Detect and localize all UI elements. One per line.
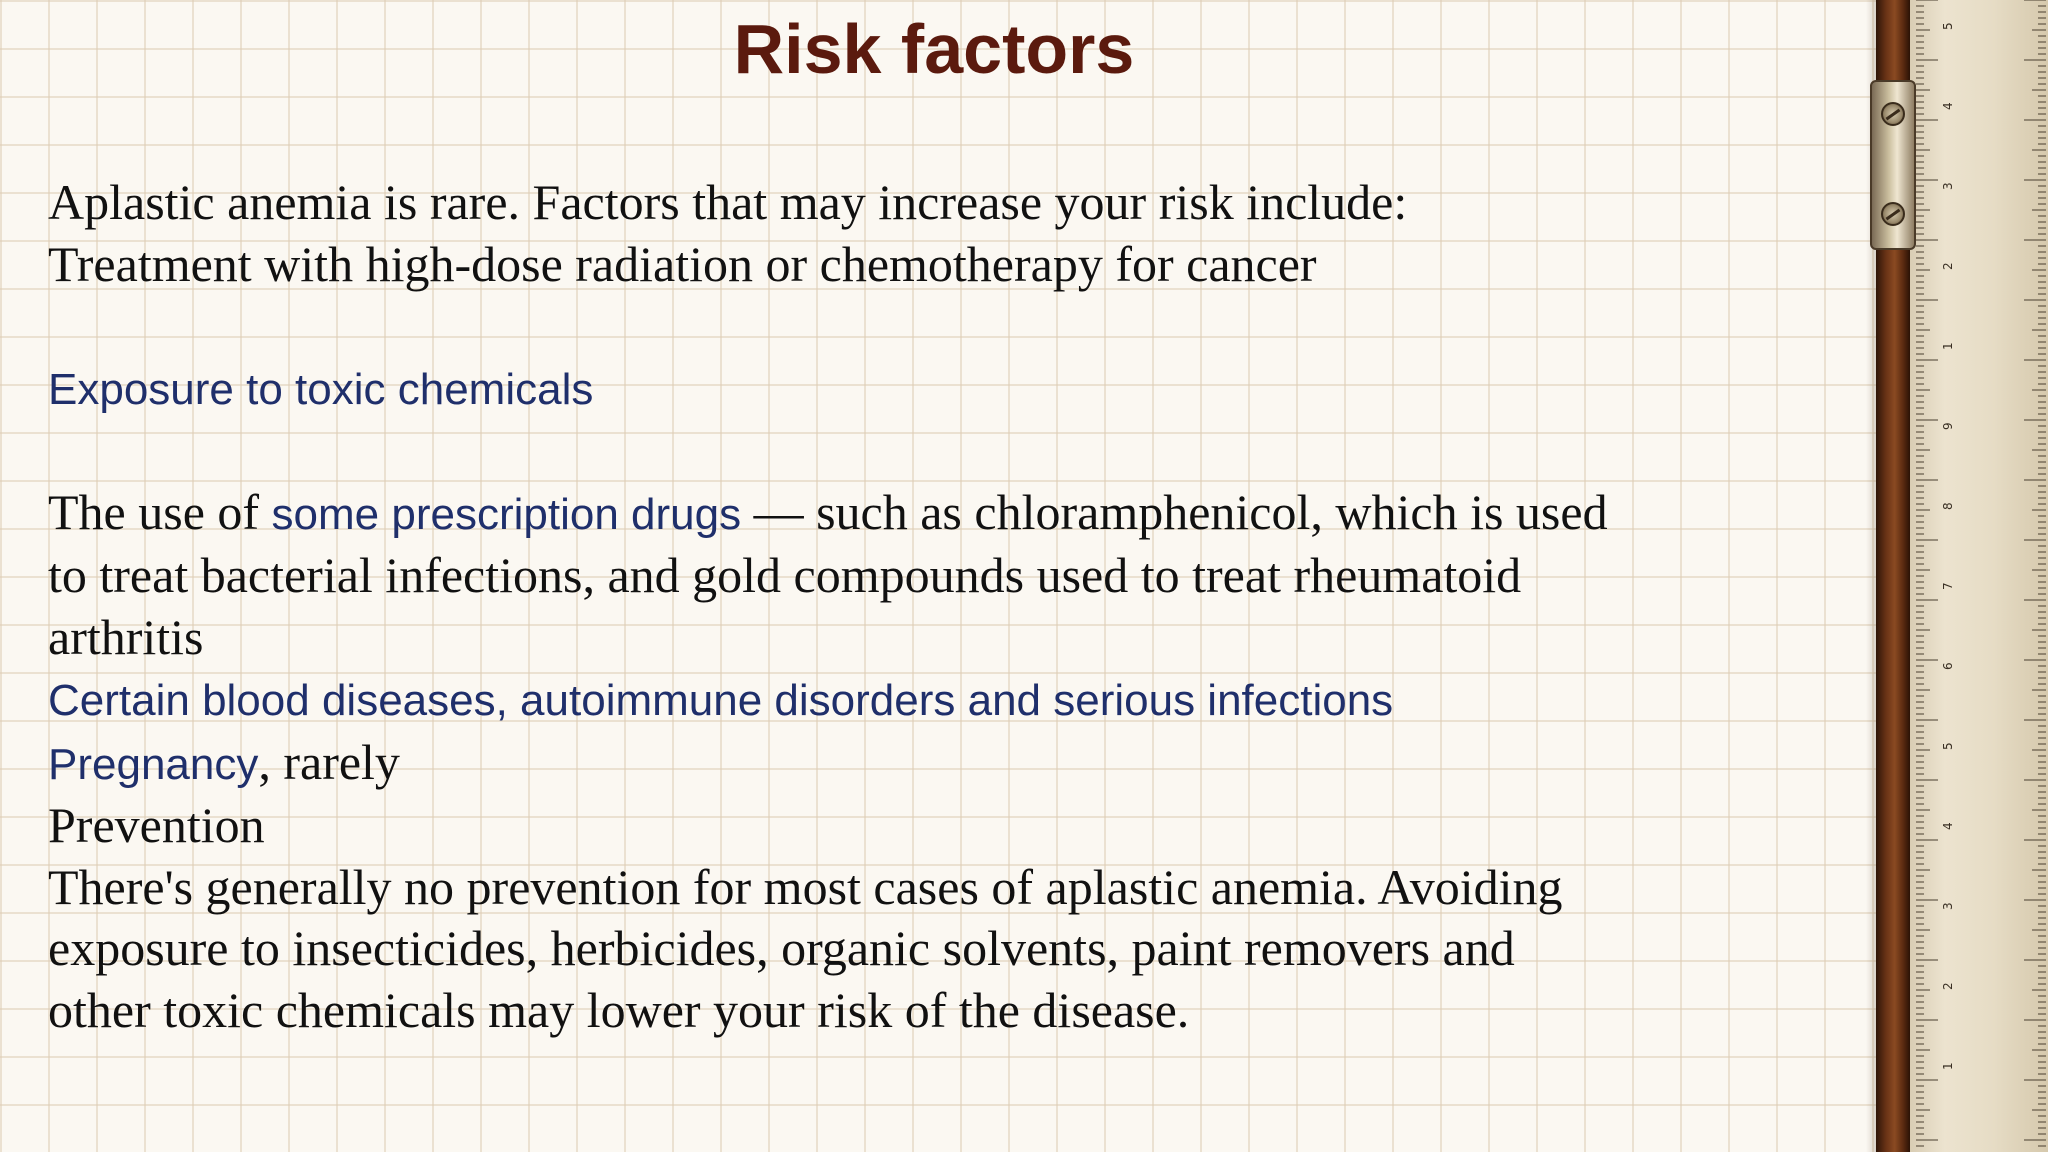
prevention-line-2: exposure to insecticides, herbicides, organic solvents, paint removers and — [48, 920, 1515, 976]
ruler-number: 9 — [1941, 422, 1955, 430]
ruler-number: 4 — [1941, 822, 1955, 830]
ruler-number: 1 — [1941, 342, 1955, 350]
intro-line: Aplastic anemia is rare. Factors that may increase your risk include: — [48, 174, 1408, 230]
prevention-line-3: other toxic chemicals may lower your risk of the disease. — [48, 981, 1190, 1038]
ruler-number: 5 — [1941, 742, 1955, 750]
ruler-number: 7 — [1941, 582, 1955, 590]
drugs-suffix: — such as chloramphenicol, which is used — [741, 483, 1608, 540]
spacer — [48, 295, 1838, 357]
slide-title: Risk factors — [733, 10, 1135, 88]
risk-drugs-line-3: arthritis — [48, 608, 204, 665]
risk-pregnancy-line — [48, 732, 1838, 796]
ruler-number: 4 — [1941, 102, 1955, 110]
ruler-number: 5 — [1941, 22, 1955, 30]
risk-diseases-line — [48, 668, 1838, 732]
prevention-heading: Prevention — [48, 797, 265, 853]
ruler-number: 3 — [1941, 182, 1955, 190]
pregnancy-suffix: , rarely — [258, 733, 400, 790]
risk-drugs-line-2: to treat bacterial infections, and gold compounds used to treat rheumatoid — [48, 547, 1522, 603]
prevention-line-1: There's generally no prevention for most cases of aplastic anemia. Avoiding — [48, 858, 1563, 915]
ruler-clip-icon — [1870, 80, 1916, 250]
blood-diseases-link[interactable]: Certain blood diseases, autoimmune disorders and serious infections — [48, 676, 1394, 725]
pregnancy-link[interactable]: Pregnancy — [48, 739, 259, 789]
spacer — [48, 420, 1838, 482]
risk-chemicals-line — [48, 357, 1838, 421]
risk-drugs-line — [48, 482, 1838, 546]
screw-icon — [1881, 202, 1905, 226]
drugs-prefix: The use of — [48, 483, 272, 540]
ruler-ticks — [1916, 0, 2046, 1152]
ruler-decoration — [1866, 0, 2048, 1152]
ruler-number: 6 — [1941, 662, 1955, 670]
ruler-number: 3 — [1941, 902, 1955, 910]
screw-icon — [1881, 102, 1905, 126]
risk-treatment-line: Treatment with high-dose radiation or chemotherapy for cancer — [48, 235, 1317, 292]
ruler-number: 2 — [1941, 982, 1955, 990]
toxic-chemicals-link[interactable]: Exposure to toxic chemicals — [48, 364, 594, 414]
ruler-number: 8 — [1941, 502, 1955, 510]
ruler-number: 1 — [1941, 1062, 1955, 1070]
ruler-number: 2 — [1941, 262, 1955, 270]
slide-body — [48, 172, 1838, 1041]
prescription-drugs-link[interactable]: some prescription drugs — [271, 489, 742, 539]
